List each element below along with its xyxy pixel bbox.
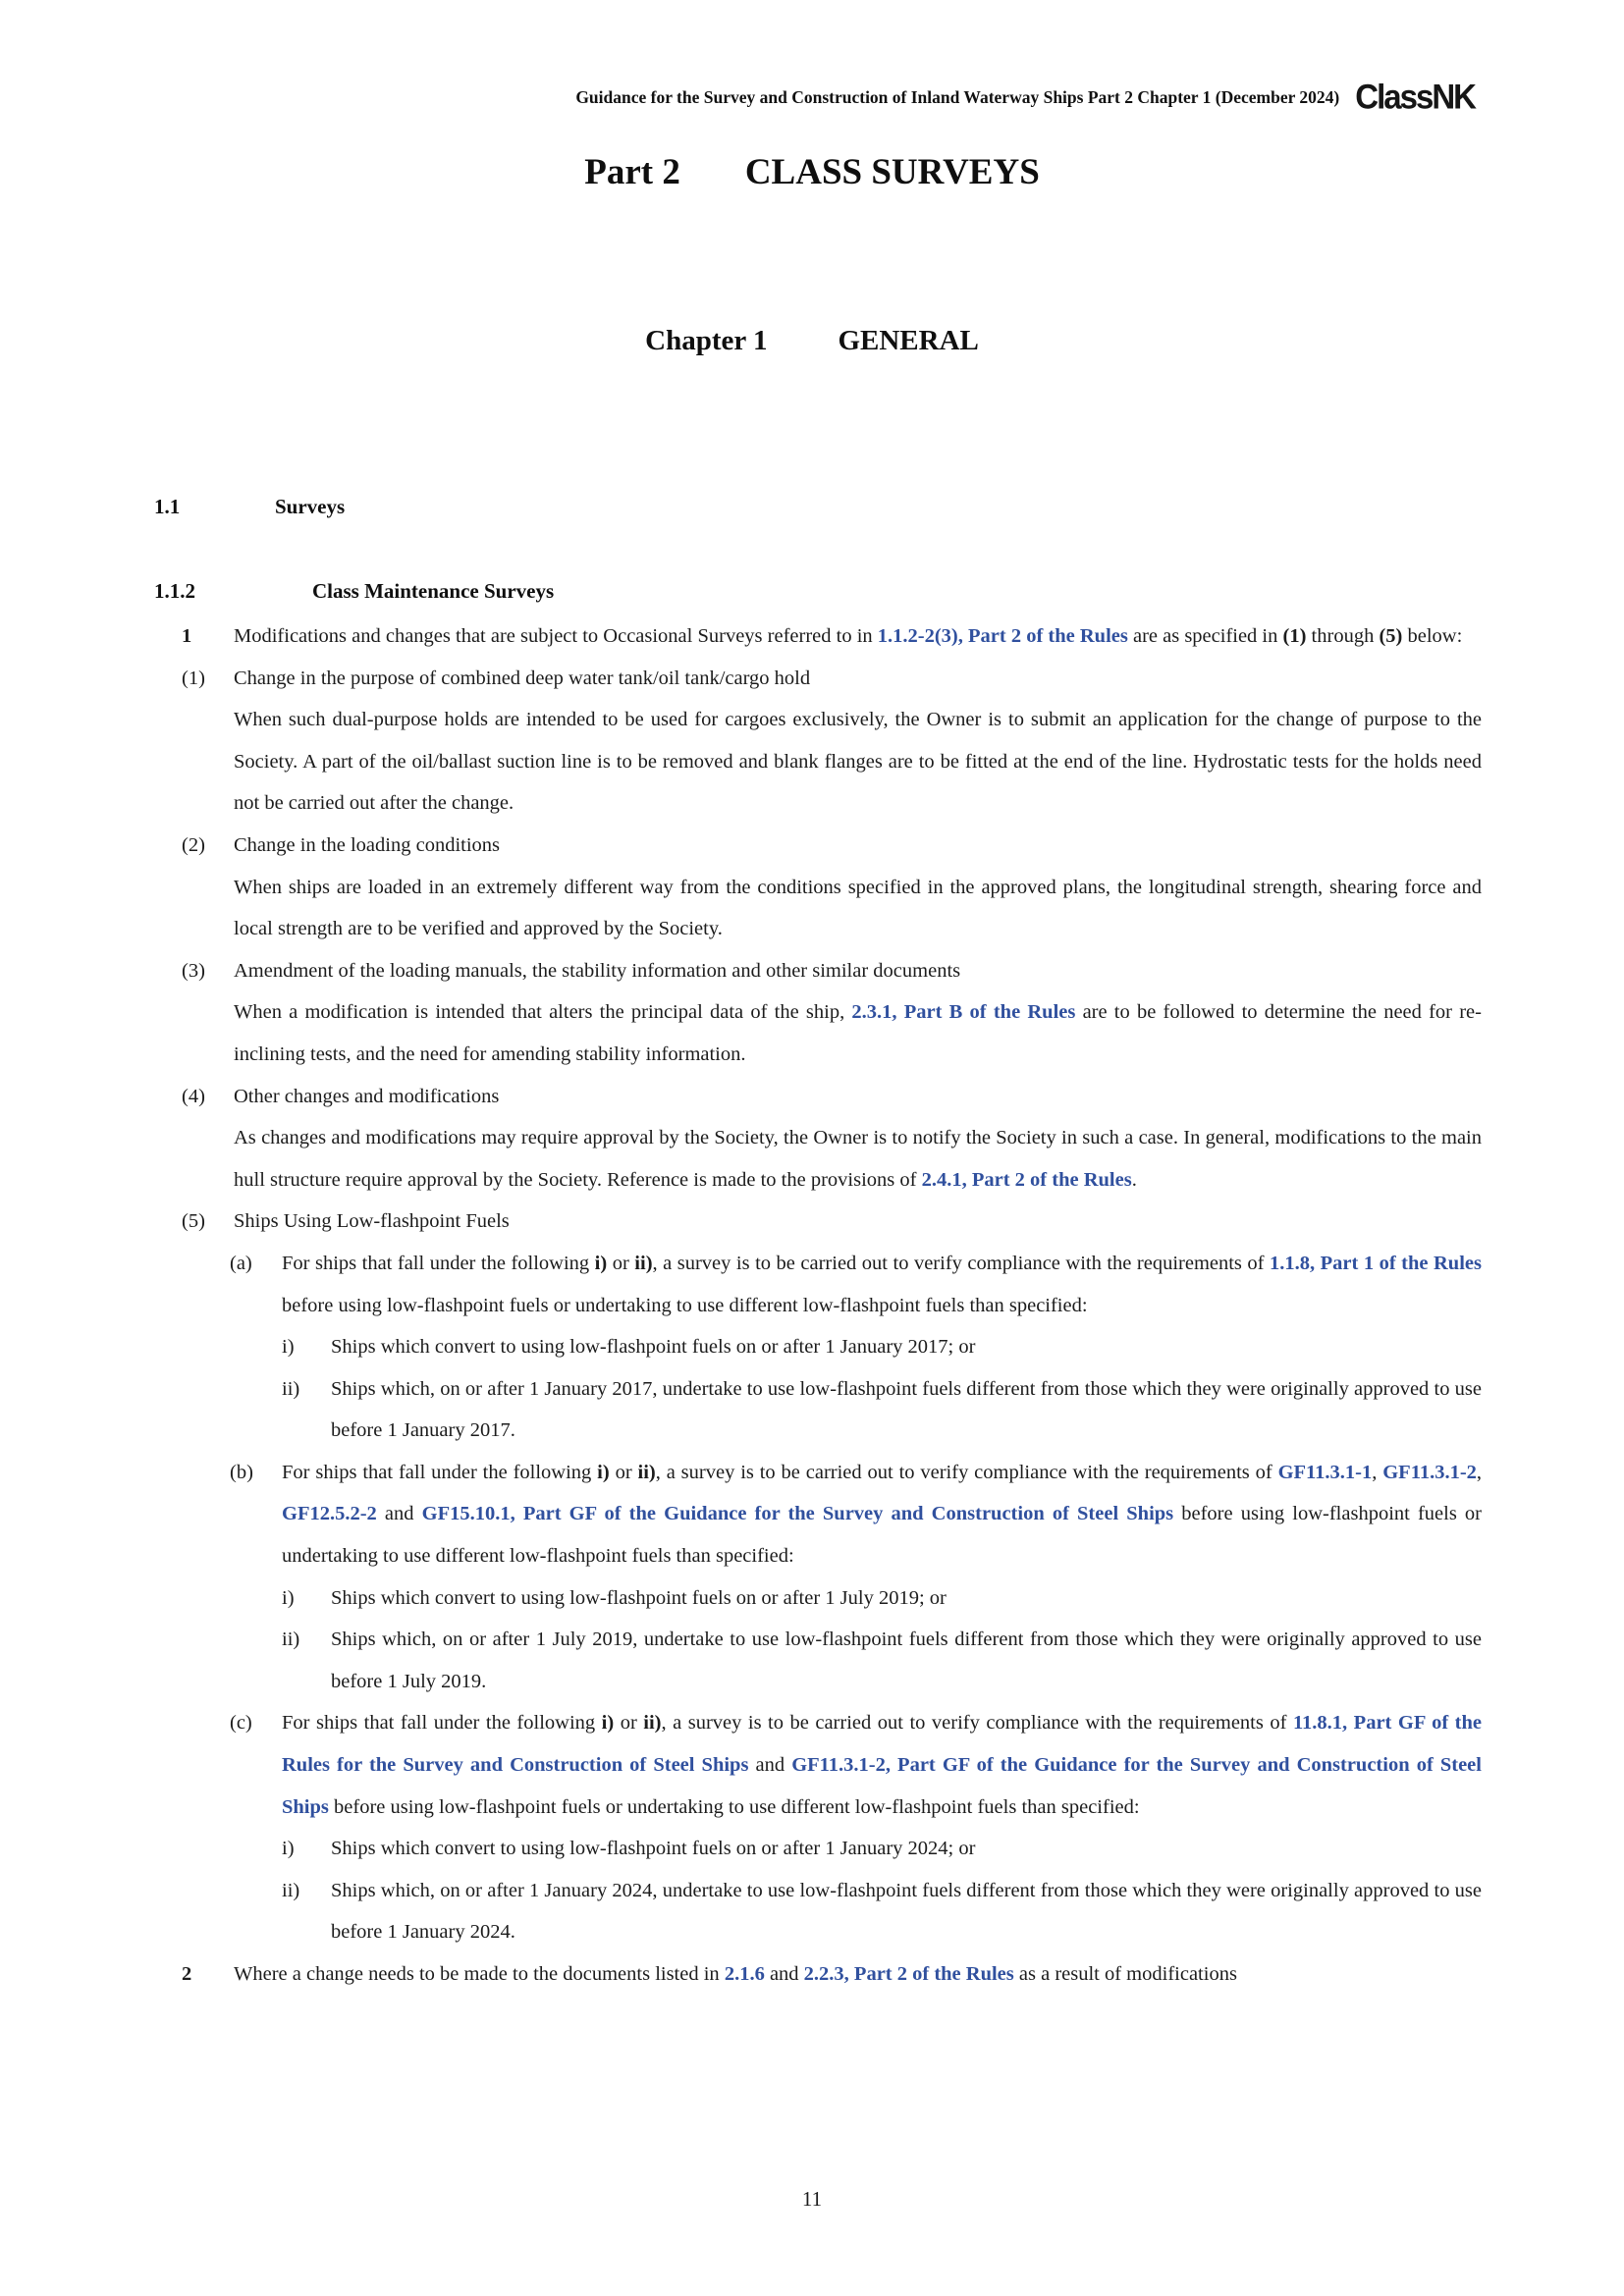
text-segment: below: [1402,625,1463,647]
text-segment: through [1306,625,1380,647]
list-item-body [154,991,1482,1075]
text-segment: Ships which convert to using low-flashpoint fuels on or after 1 January 2024; or [331,1838,976,1860]
list-marker: ii) [282,1629,300,1651]
section-title: Surveys [275,495,346,518]
text-segment: , [1372,1461,1383,1483]
text-segment: Other changes and modifications [234,1085,500,1107]
list-item [154,825,1482,867]
text-segment: Where a change needs to be made to the documents listed in [234,1963,725,1985]
text-segment: For ships that fall under the following [282,1712,602,1735]
list-marker: i) [282,1336,295,1359]
cross-reference-link[interactable]: 2.4.1, Part 2 of the Rules [921,1168,1132,1191]
list-marker: (5) [182,1210,205,1233]
cross-reference-link[interactable]: 2.3.1, Part B of the Rules [851,1001,1076,1024]
text-segment: as a result of modifications [1013,1963,1237,1985]
text-segment: Ships which convert to using low-flashpoint fuels on or after 1 July 2019; or [331,1586,947,1609]
text-segment: Change in the loading conditions [234,833,501,856]
section-number: 1.1 [154,495,181,518]
list-item [154,1870,1482,1953]
text-segment: and [748,1754,792,1777]
list-item-body [154,867,1482,950]
paragraph-number: 2 [182,1963,192,1985]
header-title: Guidance for the Survey and Construction of Inland Waterway Ships Part 2 Chapter 1 (December 2024) [575,86,1340,107]
cross-reference-link[interactable]: GF12.5.2-2 [282,1503,377,1525]
text-segment: When a modification is intended that alters the principal data of the ship, [234,1001,852,1024]
text-segment: For ships that fall under the following [282,1252,595,1274]
bold-text: (1) [1282,625,1307,647]
paragraph [154,1953,1482,1996]
subsection-number: 1.1.2 [154,579,195,603]
list-marker: (b) [230,1461,253,1483]
list-marker: (3) [182,959,205,982]
text-segment: or [614,1712,644,1735]
list-item [154,1368,1482,1452]
text-segment: Ships Using Low-flashpoint Fuels [234,1210,510,1233]
classnk-logo: ClassNK [1355,77,1475,117]
cross-reference-link[interactable]: 2.1.6 [724,1963,765,1985]
part-title [0,151,1624,193]
text-segment: , a survey is to be carried out to verify compliance with the requirements of [652,1252,1270,1274]
text-segment: Amendment of the loading manuals, the stability information and other similar documents [234,959,961,982]
paragraph-number: 1 [182,625,192,647]
page-number: 11 [801,2187,823,2211]
list-item [154,1828,1482,1870]
text-segment: before using low-flashpoint fuels or undertaking to use different low-flashpoint fuels than specified: [282,1503,1482,1568]
text-segment: before using low-flashpoint fuels or undertaking to use different low-flashpoint fuels than specified: [328,1795,1140,1818]
list-item-body [154,1117,1482,1201]
bold-text: i) [601,1712,615,1735]
text-segment: Modifications and changes that are subject to Occasional Surveys referred to in [234,625,878,647]
content-column [154,494,1482,1996]
text-segment: When such dual-purpose holds are intended to be used for cargoes exclusively, the Owner is to submit an application for the change of purpose to the Society. A part of the oil/ballast suction line is to be removed and blank flanges are to be fitted at the end of the line. Hydrostatic tests for the holds need not be carried out after the change. [234,709,1482,815]
list-marker: i) [282,1586,295,1609]
text-segment: For ships that fall under the following [282,1461,598,1483]
text-segment: are as specified in [1127,625,1283,647]
list-item [154,950,1482,992]
subsection-heading-1-1-2 [154,578,1482,604]
bold-text: i) [594,1252,608,1274]
cross-reference-link[interactable]: GF15.10.1, Part GF of the Guidance for the Survey and Construction of Steel Ships [421,1503,1174,1525]
chapter-label: Chapter 1 [645,325,768,356]
paragraph [154,615,1482,658]
text-segment: and [764,1963,804,1985]
section-heading-1-1 [154,494,1482,519]
cross-reference-link[interactable]: 11.8.1, Part GF of the Rules for the Survey and Construction of Steel Ships [282,1712,1483,1777]
text-segment: When ships are loaded in an extremely different way from the conditions specified in the approved plans, the longitudinal strength, shearing force and local strength are to be verified and approved by the Society. [234,876,1482,940]
cross-reference-link[interactable]: GF11.3.1-1 [1277,1461,1373,1483]
list-marker: i) [282,1838,295,1860]
list-marker: (a) [230,1252,252,1274]
part-name: CLASS SURVEYS [744,152,1040,192]
text-segment: Change in the purpose of combined deep water tank/oil tank/cargo hold [234,667,811,689]
text-segment: , a survey is to be carried out to verify compliance with the requirements of [655,1461,1278,1483]
list-item [154,1619,1482,1702]
list-item [154,1076,1482,1118]
chapter-name: GENERAL [838,325,979,356]
list-marker: ii) [282,1879,300,1901]
list-item [154,1702,1482,1828]
text-segment: are to be followed to determine the need for re-inclining tests, and the need for amending stability information. [234,1001,1482,1065]
page-header [154,79,1475,116]
text-segment: Ships which, on or after 1 January 2024, undertake to use low-flashpoint fuels different from those which they were originally approved to use before 1 January 2024. [331,1879,1482,1944]
list-item-body [154,699,1482,825]
text-segment: Ships which, on or after 1 July 2019, undertake to use low-flashpoint fuels different from those which they were originally approved to use before 1 July 2019. [331,1629,1482,1692]
cross-reference-link[interactable]: 2.2.3, Part 2 of the Rules [803,1963,1014,1985]
text-segment: . [1131,1168,1137,1191]
text-segment: and [376,1503,422,1525]
text-segment: Ships which, on or after 1 January 2017, undertake to use low-flashpoint fuels different from those which they were originally approved to use before 1 January 2017. [331,1377,1482,1442]
text-segment: or [609,1461,638,1483]
list-item [154,1577,1482,1620]
cross-reference-link[interactable]: GF11.3.1-2 [1382,1461,1477,1483]
list-marker: (2) [182,833,205,856]
text-segment: , [1476,1461,1483,1483]
bold-text: (5) [1379,625,1403,647]
cross-reference-link[interactable]: 1.1.2-2(3), Part 2 of the Rules [877,625,1128,647]
list-item [154,658,1482,700]
subsection-title: Class Maintenance Surveys [312,579,555,603]
list-item [154,1243,1482,1326]
text-segment: Ships which convert to using low-flashpoint fuels on or after 1 January 2017; or [331,1336,976,1359]
list-marker: (4) [182,1085,205,1107]
list-item [154,1326,1482,1368]
bold-text: ii) [634,1252,653,1274]
chapter-title [0,325,1624,357]
bold-text: i) [597,1461,610,1483]
list-marker: (1) [182,667,205,689]
cross-reference-link[interactable]: GF11.3.1-2, Part GF of the Guidance for the Survey and Construction of Steel Ships [282,1754,1482,1818]
list-marker: (c) [230,1712,252,1735]
text-segment: , a survey is to be carried out to verify compliance with the requirements of [661,1712,1293,1735]
bold-text: ii) [637,1461,656,1483]
list-item [154,1201,1482,1243]
text-segment: before using low-flashpoint fuels or undertaking to use different low-flashpoint fuels than specified: [282,1294,1088,1316]
document-body [154,615,1482,1996]
list-item [154,1452,1482,1577]
list-marker: ii) [282,1377,300,1400]
bold-text: ii) [643,1712,662,1735]
part-label: Part 2 [584,152,680,192]
text-segment: or [607,1252,635,1274]
text-segment: As changes and modifications may require approval by the Society, the Owner is to notify the Society in such a case. In general, modifications to the main hull structure require approval by the Society. Reference is made to the provisions of [234,1127,1482,1191]
cross-reference-link[interactable]: 1.1.8, Part 1 of the Rules [1270,1252,1482,1274]
